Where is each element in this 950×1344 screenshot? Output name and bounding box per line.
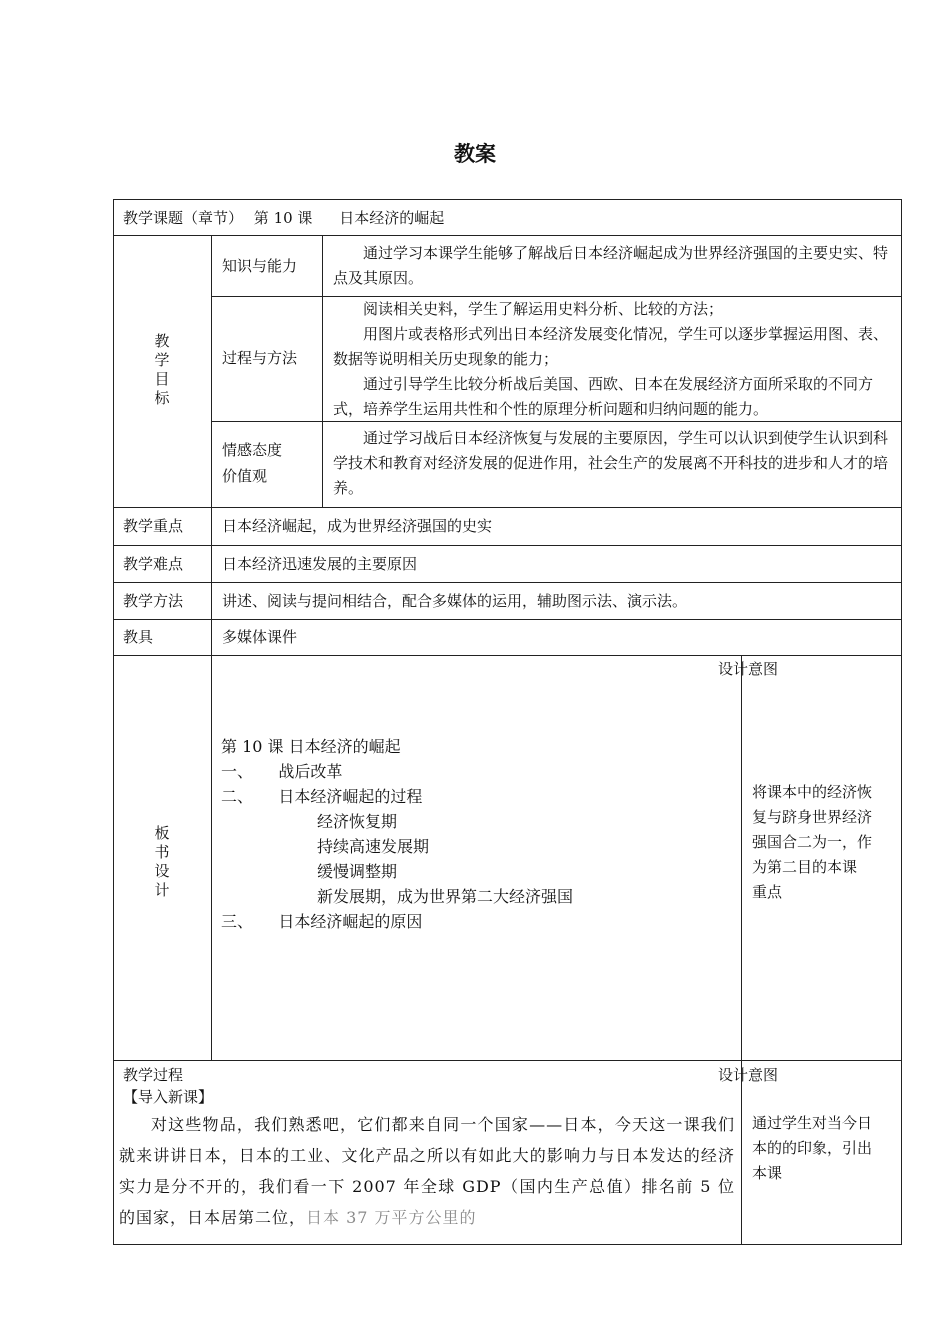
board-outline — [221, 734, 573, 934]
key-point-label: 教学重点 — [123, 517, 184, 535]
board-label: 板 书 设 计 — [154, 824, 170, 899]
column-divider — [211, 235, 212, 1060]
method-value: 讲述、阅读与提问相结合，配合多媒体的运用，辅助图示法、演示法。 — [222, 592, 688, 610]
process-section-label: 教学过程 — [123, 1066, 184, 1084]
topic-row — [123, 205, 444, 231]
board-line: 持续高速发展期 — [317, 837, 430, 856]
table-border-right — [901, 199, 902, 1245]
key-point-value: 日本经济崛起，成为世界经济强国的史实 — [222, 517, 493, 535]
board-line: 新发展期，成为世界第二大经济强国 — [317, 887, 574, 906]
row-divider — [113, 507, 902, 508]
process-intent: 通过学生对当今日 本的的印象，引出 本课 — [752, 1114, 873, 1182]
table-border-top — [113, 199, 902, 200]
row-divider — [113, 582, 902, 583]
process-subheading: 【导入新课】 — [123, 1088, 214, 1106]
topic-label: 教学课题（章节） — [123, 209, 244, 227]
column-divider — [322, 235, 323, 507]
difficulty-label: 教学难点 — [123, 555, 184, 573]
method-label: 教学方法 — [123, 592, 184, 610]
topic-lesson: 第 10 课 — [253, 209, 313, 227]
board-line: 二、 日本经济崛起的过程 — [221, 787, 423, 806]
tools-value: 多媒体课件 — [222, 628, 298, 646]
emotion-text: 通过学习战后日本经济恢复与发展的主要原因，学生可以认识到使学生认识到科学技术和教育对经济发展的促进作用，社会生产的发展离不开科技的进步和人才的培养。 — [333, 429, 889, 497]
emotion-label: 情感态度 价值观 — [222, 441, 283, 485]
process-text: 阅读相关史料，学生了解运用史料分析、比较的方法； 用图片或表格形式列出日本经济发展变化情况，学生可以逐步掌握运用图、表、数据等说明相关历史现象的能力； 通过引导学生比较分析战后美国、西欧、日本在发展经济方面所采取的不同方式，培养学生运用共性和个性的原理分析问题和归纳问题的能力。 — [333, 300, 889, 418]
topic-name: 日本经济的崛起 — [339, 209, 445, 227]
board-line: 一、 战后改革 — [221, 762, 343, 781]
column-divider — [741, 655, 742, 1244]
row-divider — [113, 619, 902, 620]
board-line: 缓慢调整期 — [317, 862, 398, 881]
row-divider — [113, 545, 902, 546]
board-design-header: 设计意图 — [718, 660, 779, 678]
difficulty-value: 日本经济迅速发展的主要原因 — [222, 555, 418, 573]
process-design-header: 设计意图 — [718, 1066, 779, 1084]
process-paragraph: 对这些物品，我们熟悉吧，它们都来自同一个国家——日本，今天这一课我们就来讲讲日本，日本的工业、文化产品之所以有如此大的影响力与日本发达的经济实力是分不开的，我们看一下 2007 年全球 GDP（国内生产总值）排名前 5 位的国家，日本居第二位，日本 37 万平方公里的 — [119, 1115, 735, 1227]
knowledge-label: 知识与能力 — [222, 257, 298, 275]
process-label: 过程与方法 — [222, 349, 298, 367]
board-line: 三、 日本经济崛起的原因 — [221, 912, 423, 931]
row-divider — [113, 655, 902, 656]
knowledge-text: 通过学习本课学生能够了解战后日本经济崛起成为世界经济强国的主要史实、特点及其原因。 — [333, 244, 889, 287]
objectives-label: 教 学 目 标 — [154, 332, 170, 407]
row-divider — [113, 235, 902, 236]
table-border-left — [113, 199, 114, 1245]
board-intent: 将课本中的经济恢 复与跻身世界经济 强国合二为一，作 为第二目的本课 重点 — [752, 783, 873, 901]
board-line: 第 10 课 日本经济的崛起 — [221, 737, 401, 756]
table-border-bottom — [113, 1244, 902, 1245]
tools-label: 教具 — [123, 628, 154, 646]
board-line: 经济恢复期 — [317, 812, 398, 831]
document-title: 教案 — [454, 142, 496, 166]
row-divider — [113, 1060, 902, 1061]
